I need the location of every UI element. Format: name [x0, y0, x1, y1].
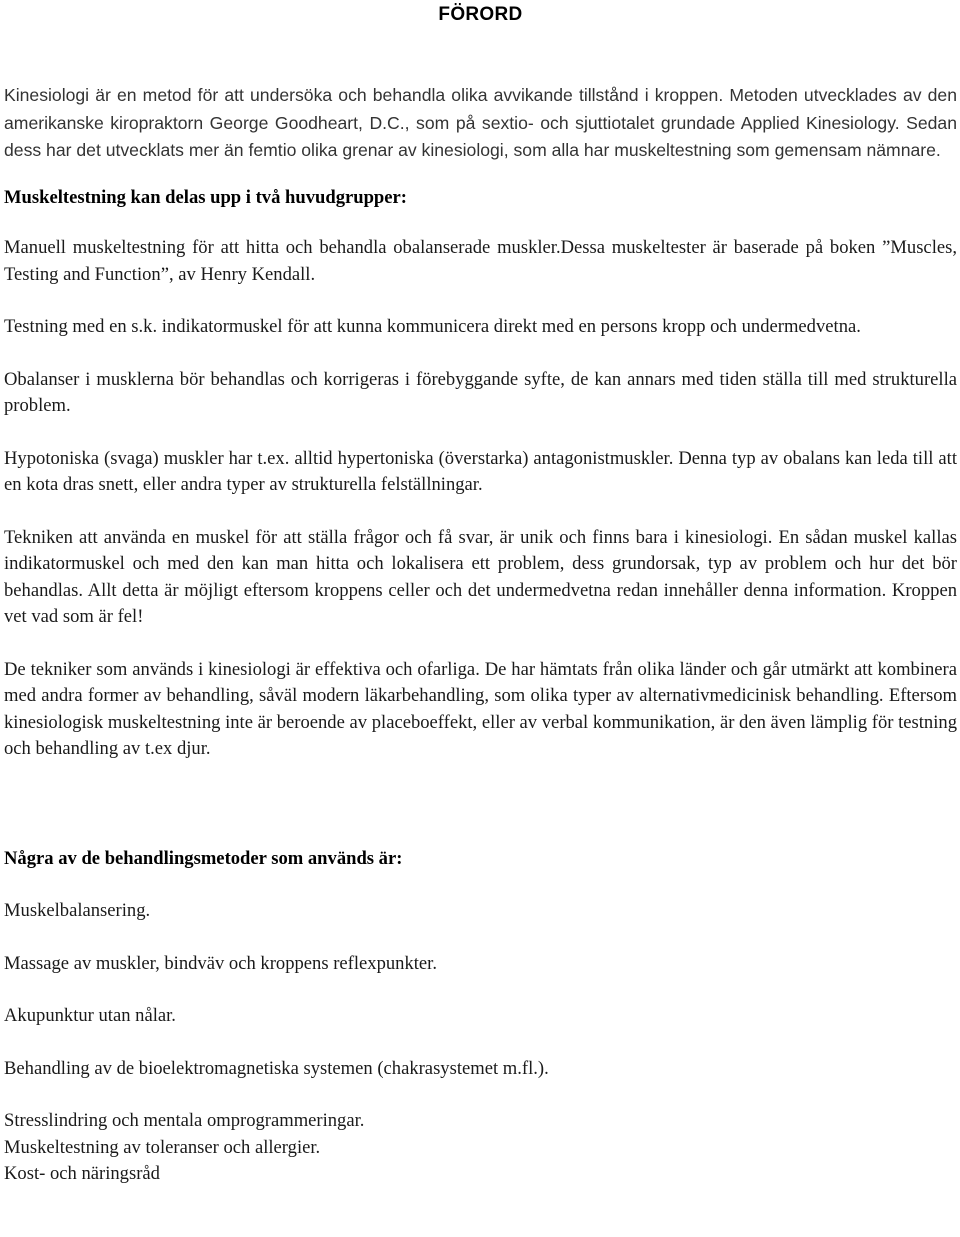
- method-item: Akupunktur utan nålar.: [4, 1005, 176, 1026]
- method-item: Massage av muskler, bindväv och kroppens reflexpunkter.: [4, 952, 437, 974]
- method-item: Behandling av de bioelektromagnetiska systemen (chakrasystemet m.fl.).: [4, 1057, 549, 1079]
- section-heading-groups: Muskeltestning kan delas upp i två huvudgrupper:: [4, 186, 407, 208]
- intro-text-sans: Kinesiologi är en metod för att undersöka och behandla olika avvikande tillstånd i kroppen. Metoden utvecklades av den amerikanske kiropraktorn George Goodheart, D.C., som på sextio- och sjuttiotalet grundade Applied Kinesiology.: [4, 85, 957, 133]
- document-page: [4, 0, 957, 1188]
- intro-text-continued: Sedan dess har det utvecklats mer än femtio olika grenar av kinesiologi, som alla har muskeltestning som gemensam nämnare.: [4, 112, 957, 160]
- page-title: FÖRORD: [438, 4, 523, 25]
- paragraph-hypotonic: Hypotoniska (svaga) muskler har t.ex. alltid hypertoniska (överstarka) antagonistmuskler. Denna typ av obalans kan leda till att en kota dras snett, eller andra typer av strukturella felställningar.: [4, 447, 957, 495]
- paragraph-effective: De tekniker som används i kinesiologi är effektiva och ofarliga. De har hämtats från olika länder och går utmärkt att kombinera med andra former av behandling, såväl modern läkarbehandling, som olika typer av alternativmedicinisk behandling. Eftersom kinesiologisk muskeltestning inte är beroende av placeboeffekt, eller av verbal kommunikation, är den även lämplig för testning och behandling av t.ex djur.: [4, 658, 957, 759]
- method-item: Stresslindring och mentala omprogrammeringar.: [4, 1110, 365, 1131]
- paragraph-indicator-testing: Testning med en s.k. indikatormuskel för att kunna kommunicera direkt med en persons kropp och undermedvetna.: [4, 316, 861, 337]
- paragraph-technique: Tekniken att använda en muskel för att ställa frågor och få svar, är unik och finns bara i kinesiologi. En sådan muskel kallas indikatormuskel och med den kan man hitta och lokalisera ett problem, dess grundorsak, typ av problem och hur det bör behandlas. Allt detta är möjligt eftersom kroppens celler och det undermedvetna redan innehåller denna information. Kroppen vet vad som är fel!: [4, 526, 957, 627]
- intro-paragraph: [4, 82, 957, 165]
- method-item: Kost- och näringsråd: [4, 1163, 160, 1184]
- paragraph-imbalance: Obalanser i musklerna bör behandlas och korrigeras i förebyggande syfte, de kan annars med tiden ställa till med strukturella problem.: [4, 368, 957, 416]
- paragraph-manual-testing: Manuell muskeltestning för att hitta och behandla obalanserade muskler.Dessa muskeltester är baserade på boken ”Muscles, Testing and Function”, av Henry Kendall.: [4, 237, 957, 285]
- method-item: Muskeltestning av toleranser och allergier.: [4, 1136, 321, 1158]
- section-heading-methods: Några av de behandlingsmetoder som används är:: [4, 847, 403, 869]
- method-item: Muskelbalansering.: [4, 900, 151, 921]
